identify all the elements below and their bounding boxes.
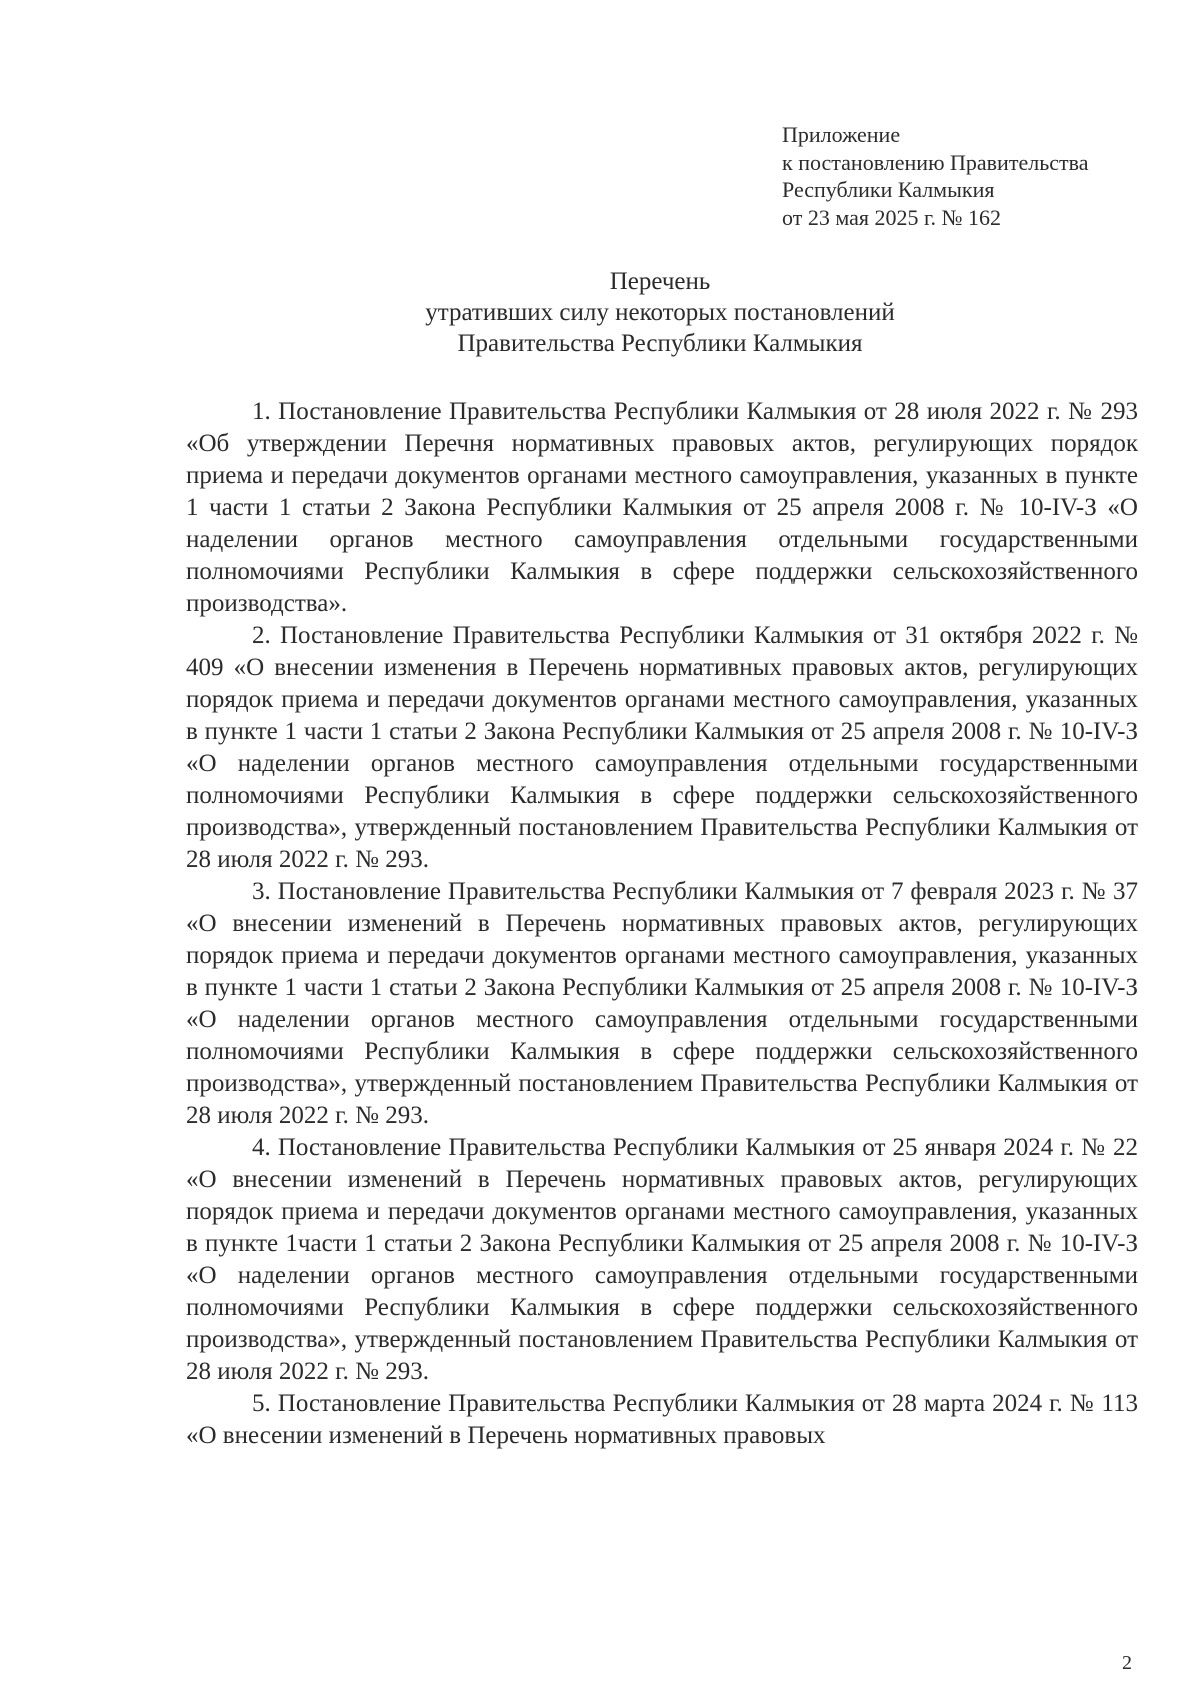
annex-line-3: Республики Калмыкия (782, 177, 995, 202)
annex-line-1: Приложение (782, 122, 901, 147)
page-number: 2 (1122, 1652, 1132, 1674)
list-item-4: 4. Постановление Правительства Республики Калмыкия от 25 января 2024 г. № 22 «О внесении изменений в Перечень нормативных правовых актов, регулирующих порядок приема и передачи документов органами местного самоуправления, указанных в пункте 1части 1 статьи 2 Закона Республики Калмыкия от 25 апреля 2008 г. № 10-IV-З «О наделении органов местного самоуправления отдельными государственными полномочиями Республики Калмыкия в сфере поддержки сельскохозяйственного производства», утвержденный постановлением Правительства Республики Калмыкия от 28 июля 2022 г. № 293. (186, 1134, 1138, 1385)
title-line-1: Перечень (609, 268, 711, 295)
list-item-2: 2. Постановление Правительства Республики Калмыкия от 31 октября 2022 г. № 409 «О внесении изменения в Перечень нормативных правовых актов, регулирующих порядок приема и передачи документов органами местного самоуправления, указанных в пункте 1 части 1 статьи 2 Закона Республики Калмыкия от 25 апреля 2008 г. № 10-IV-З «О наделении органов местного самоуправления отдельными государственными полномочиями Республики Калмыкия в сфере поддержки сельскохозяйственного производства», утвержденный постановлением Правительства Республики Калмыкия от 28 июля 2022 г. № 293. (186, 622, 1138, 873)
annex-line-2: к постановлению Правительства (782, 149, 1089, 175)
document-title (180, 266, 1140, 359)
list-item-3: 3. Постановление Правительства Республики Калмыкия от 7 февраля 2023 г. № 37 «О внесении изменений в Перечень нормативных правовых актов, регулирующих порядок приема и передачи документов органами местного самоуправления, указанных в пункте 1 части 1 статьи 2 Закона Республики Калмыкия от 25 апреля 2008 г. № 10-IV-З «О наделении органов местного самоуправления отдельными государственными полномочиями Республики Калмыкия в сфере поддержки сельскохозяйственного производства», утвержденный постановлением Правительства Республики Калмыкия от 28 июля 2022 г. № 293. (186, 878, 1138, 1129)
document-body (186, 396, 1138, 1452)
list-item-5: 5. Постановление Правительства Республики Калмыкия от 28 марта 2024 г. № 113 «О внесении изменений в Перечень нормативных правовых (186, 1390, 1138, 1449)
title-line-3: Правительства Республики Калмыкия (457, 330, 863, 357)
title-line-2: утративших силу некоторых постановлений (425, 299, 895, 326)
annex-header (782, 121, 1142, 231)
annex-line-4: от 23 мая 2025 г. № 162 (782, 204, 1002, 230)
list-item-1: 1. Постановление Правительства Республики Калмыкия от 28 июля 2022 г. № 293 «Об утверждении Перечня нормативных правовых актов, регулирующих порядок приема и передачи документов органами местного самоуправления, указанных в пункте 1 части 1 статьи 2 Закона Республики Калмыкия от 25 апреля 2008 г. № 10-IV-З «О наделении органов местного самоуправления отдельными государственными полномочиями Республики Калмыкия в сфере поддержки сельскохозяйственного производства». (186, 398, 1138, 617)
